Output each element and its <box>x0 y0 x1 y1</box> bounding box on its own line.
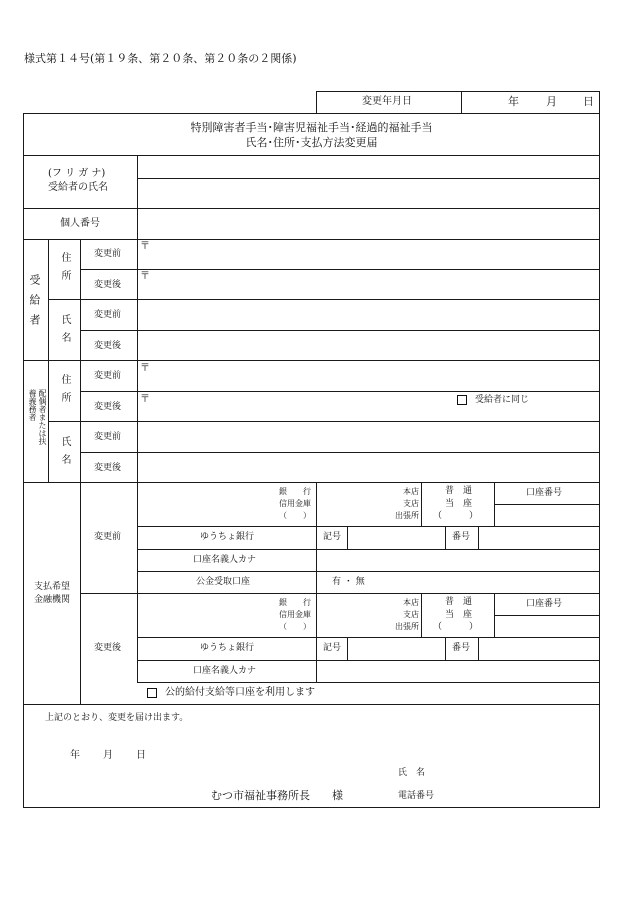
yucho-bango-before-field[interactable] <box>479 527 599 549</box>
current-account-label[interactable]: 当 座 <box>445 499 473 509</box>
shinkin-type-label: 信用金庫 <box>279 499 311 508</box>
current-account-label[interactable]: 当 座 <box>445 610 473 620</box>
kigo-label: 記号 <box>323 643 342 653</box>
submit-year-label: 年 <box>70 750 80 761</box>
same-as-recipient-label: 受給者に同じ <box>475 395 530 405</box>
form-number: 様式第１４号(第１９条、第２０条、第２０条の２関係) <box>24 52 297 65</box>
recipient-name-before-label: 変更前 <box>94 310 122 320</box>
yucho-label: ゆうちょ銀行 <box>200 643 255 653</box>
recipient-section-label: 受給者 <box>28 274 41 334</box>
recipient-address-before-label: 変更前 <box>94 249 122 259</box>
change-year-label: 年 <box>508 95 519 108</box>
applicant-name-field[interactable] <box>440 764 590 782</box>
yucho-kigo-before-field[interactable] <box>348 527 444 549</box>
public-use-label: 公的給付支給等口座を利用します <box>165 687 315 698</box>
recipient-address-before-field[interactable] <box>152 240 599 269</box>
yucho-label: ゆうちょ銀行 <box>200 532 255 542</box>
payment-label-line2: 金融機関 <box>34 595 71 605</box>
addressee-text: むつ市福祉事務所長 様 <box>211 789 343 802</box>
public-account-choice[interactable]: 有 ・ 無 <box>332 577 365 587</box>
branch-office-label: 支店 <box>403 610 419 619</box>
public-use-checkbox[interactable] <box>147 688 157 698</box>
spouse-address-after-field[interactable] <box>152 392 452 421</box>
personal-number-label: 個人番号 <box>60 218 100 229</box>
ordinary-account-label[interactable]: 普 通 <box>445 486 473 496</box>
furigana-label: (フ リ ガ ナ) <box>48 168 106 179</box>
spouse-name-before-field[interactable] <box>138 422 599 452</box>
same-as-recipient-checkbox[interactable] <box>457 395 467 405</box>
phone-label: 電話番号 <box>398 791 435 801</box>
applicant-name-label: 氏 名 <box>398 768 426 778</box>
recipient-name-after-label: 変更後 <box>94 341 122 351</box>
spouse-name-after-label: 変更後 <box>94 463 122 473</box>
account-number-before-field[interactable] <box>495 505 599 525</box>
spouse-address-after-label: 変更後 <box>94 402 122 412</box>
recipient-name-section-label: 氏名 <box>59 314 70 350</box>
spouse-name-label: 氏名 <box>59 436 70 472</box>
branch-name-after-field[interactable] <box>317 594 399 636</box>
submit-day-label: 日 <box>136 750 146 761</box>
submit-month-label: 月 <box>103 750 113 761</box>
account-number-label: 口座番号 <box>526 488 563 498</box>
bank-type-label: 銀 行 <box>279 598 311 607</box>
form-title-line1: 特別障害者手当･障害児福祉手当･経過的福祉手当 <box>190 121 433 134</box>
recipient-address-after-field[interactable] <box>152 270 599 299</box>
branch-office-label: 支店 <box>403 499 419 508</box>
spouse-name-after-field[interactable] <box>138 453 599 482</box>
sub-branch-label: 出張所 <box>395 622 419 631</box>
spouse-address-label: 住所 <box>59 374 70 410</box>
change-month-label: 月 <box>546 95 557 108</box>
postal-mark-icon: 〒 <box>140 394 150 405</box>
postal-mark-icon: 〒 <box>140 363 150 374</box>
account-number-after-field[interactable] <box>495 616 599 636</box>
recipient-name-label: 受給者の氏名 <box>48 182 108 193</box>
account-number-label: 口座番号 <box>526 599 563 609</box>
spouse-address-before-label: 変更前 <box>94 371 122 381</box>
furigana-field[interactable] <box>138 156 599 178</box>
other-account-type-label: （ ） <box>433 511 479 521</box>
recipient-address-label: 住所 <box>59 252 70 288</box>
bank-name-before-field[interactable] <box>138 483 278 525</box>
holder-kana-label: 口座名義人カナ <box>193 555 257 565</box>
other-bank-type-label: （ ） <box>279 511 311 520</box>
head-office-label: 本店 <box>403 487 419 496</box>
branch-name-before-field[interactable] <box>317 483 399 525</box>
yucho-kigo-after-field[interactable] <box>348 638 444 660</box>
yucho-bango-after-field[interactable] <box>479 638 599 660</box>
other-bank-type-label: （ ） <box>279 622 311 631</box>
form-title-line2: 氏名･住所･支払方法変更届 <box>245 136 378 149</box>
bango-label: 番号 <box>452 532 471 542</box>
recipient-name-field[interactable] <box>138 179 599 208</box>
holder-kana-after-field[interactable] <box>317 661 599 682</box>
other-account-type-label: （ ） <box>433 622 479 632</box>
payment-after-label: 変更後 <box>94 643 122 653</box>
change-date-label: 変更年月日 <box>362 96 412 107</box>
phone-field[interactable] <box>445 787 590 805</box>
holder-kana-before-field[interactable] <box>317 550 599 571</box>
recipient-name-before-field[interactable] <box>138 300 599 330</box>
payment-label-line1: 支払希望 <box>34 582 71 592</box>
head-office-label: 本店 <box>403 598 419 607</box>
shinkin-type-label: 信用金庫 <box>279 610 311 619</box>
spouse-section-label: 配偶者または扶養義務者 <box>28 389 47 445</box>
bank-type-label: 銀 行 <box>279 487 311 496</box>
recipient-address-after-label: 変更後 <box>94 280 122 290</box>
spouse-address-before-field[interactable] <box>152 362 599 391</box>
payment-before-label: 変更前 <box>94 532 122 542</box>
postal-mark-icon: 〒 <box>140 241 150 252</box>
postal-mark-icon: 〒 <box>140 271 150 282</box>
recipient-name-after-field[interactable] <box>138 331 599 360</box>
kigo-label: 記号 <box>323 532 342 542</box>
sub-branch-label: 出張所 <box>395 511 419 520</box>
bango-label: 番号 <box>452 643 471 653</box>
change-day-label: 日 <box>583 95 594 108</box>
spouse-name-before-label: 変更前 <box>94 432 122 442</box>
notice-text: 上記のとおり、変更を届け出ます。 <box>45 713 189 723</box>
public-account-label: 公金受取口座 <box>196 577 251 587</box>
bank-name-after-field[interactable] <box>138 594 278 636</box>
holder-kana-label: 口座名義人カナ <box>193 666 257 676</box>
ordinary-account-label[interactable]: 普 通 <box>445 597 473 607</box>
personal-number-field[interactable] <box>138 209 599 239</box>
